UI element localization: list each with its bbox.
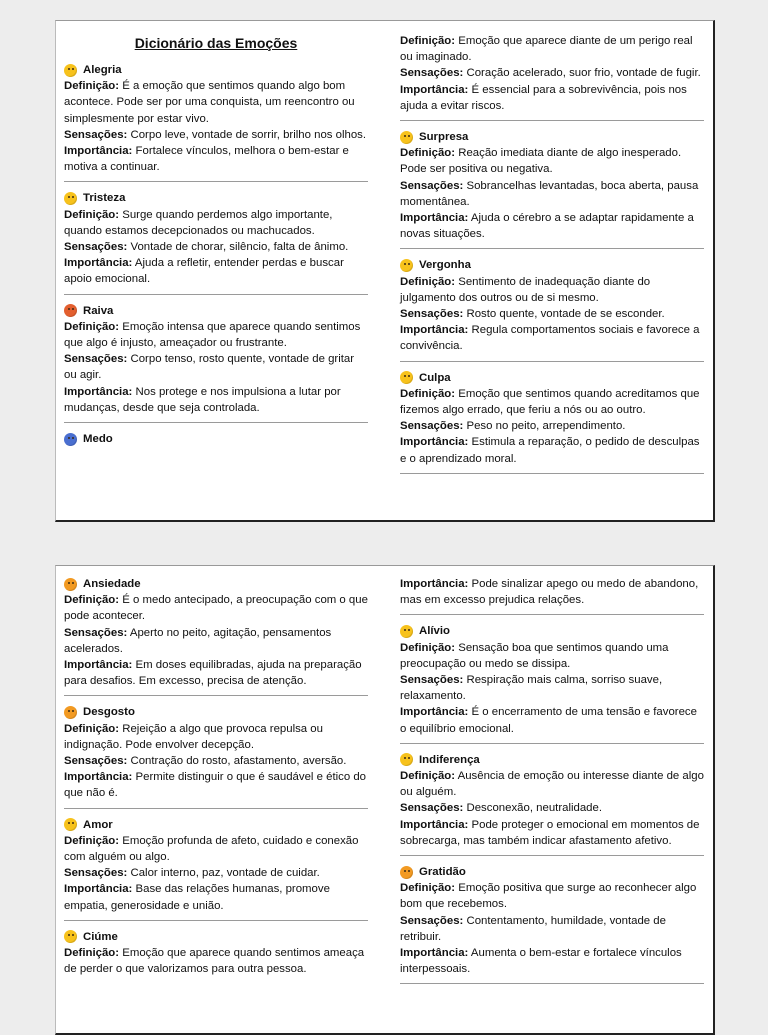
definition-text: É a emoção que sentimos quando algo bom acontece. Pode ser por uma conquista, um reencontro ou simplesmente por estar vivo. — [64, 80, 355, 125]
importance-text: Pode proteger o emocional em momentos de sobrecarga, mas também indicar afastamento afetivo. — [400, 818, 700, 847]
emotion-entry-alivio — [400, 623, 704, 743]
sensations-label: Sensações: — [400, 67, 464, 80]
importance-label: Importância: — [64, 257, 133, 270]
relieved-face-icon — [400, 625, 413, 638]
importance-label: Importância: — [64, 659, 133, 672]
grinning-face-icon — [64, 64, 77, 77]
sensations-label: Sensações: — [64, 755, 128, 768]
definition-text: Emoção positiva que surge ao reconhecer algo bom que recebemos. — [400, 882, 697, 911]
sensations-text: Aperto no peito, agitação, pensamentos acelerados. — [64, 626, 332, 655]
emotion-name: Amor — [83, 818, 113, 831]
page1-right-column — [400, 33, 704, 482]
definition-text: Emoção que aparece diante de um perigo real ou imaginado. — [400, 35, 693, 64]
sensations-label: Sensações: — [400, 674, 464, 687]
importance-text: Ajuda a refletir, entender perdas e buscar apoio emocional. — [64, 257, 344, 286]
sensations-label: Sensações: — [400, 420, 464, 433]
importance-text: Fortalece vínculos, melhora o bem-estar e motiva a continuar. — [64, 145, 349, 174]
definition-text: Emoção que sentimos quando acreditamos que fizemos algo errado, que feriu a nós ou ao outro. — [400, 387, 700, 417]
fearful-face-icon — [64, 433, 77, 446]
importance-text: Ajuda o cérebro a se adaptar rapidamente a novas situações. — [400, 212, 694, 241]
sensations-text: Sobrancelhas levantadas, boca aberta, pausa momentânea. — [400, 179, 699, 208]
definition-label: Definição: — [400, 35, 456, 47]
emotion-entry-alegria — [64, 62, 368, 182]
importance-label: Importância: — [400, 83, 469, 96]
importance-label: Importância: — [400, 324, 469, 337]
emotion-name: Alegria — [83, 64, 122, 76]
importance-text: É o encerramento de uma tensão e favorece o equilíbrio emocional. — [400, 706, 697, 735]
definition-label: Definição: — [400, 387, 456, 400]
definition-label: Definição: — [64, 208, 120, 221]
sensations-label: Sensações: — [400, 308, 464, 321]
emotion-entry-ciume-continued — [400, 576, 704, 615]
definition-text: Reação imediata diante de algo inesperado. Pode ser positiva ou negativa. — [400, 147, 682, 176]
emotion-entry-medo — [64, 431, 368, 453]
definition-text: Sentimento de inadequação diante do julgamento dos outros ou de si mesmo. — [400, 275, 651, 304]
anxious-face-icon — [64, 578, 77, 591]
importance-text: Pode sinalizar apego ou medo de abandono, mas em excesso prejudica relações. — [400, 578, 699, 607]
heart-eyes-face-icon — [64, 818, 77, 831]
emotion-entry-surpresa — [400, 129, 704, 249]
importance-label: Importância: — [400, 578, 469, 590]
definition-text: Emoção que aparece quando sentimos ameaça de perder o que valorizamos para outra pessoa. — [64, 947, 365, 976]
definition-text: Emoção intensa que aparece quando sentimos que algo é injusto, ameaçador ou frustrante. — [64, 320, 361, 350]
disgusted-face-icon — [64, 706, 77, 719]
importance-text: Em doses equilibradas, ajuda na preparação para desafios. Em excesso, precisa de atenção. — [64, 659, 362, 688]
embarrassed-face-icon — [400, 259, 413, 272]
hugging-face-icon — [400, 866, 413, 879]
importance-text: Base das relações humanas, promove empatia, generosidade e união. — [64, 883, 330, 912]
emotion-name: Vergonha — [419, 259, 471, 272]
surprised-face-icon — [400, 131, 413, 144]
definition-text: Emoção profunda de afeto, cuidado e conexão com alguém ou algo. — [64, 834, 359, 864]
document-page-1 — [55, 20, 715, 522]
sad-face-icon — [64, 192, 77, 205]
emotion-name: Indiferença — [419, 753, 480, 766]
angry-face-icon — [64, 304, 77, 317]
sensations-label: Sensações: — [64, 353, 128, 366]
importance-label: Importância: — [64, 771, 133, 784]
emotion-entry-amor — [64, 817, 368, 921]
emotion-entry-desgosto — [64, 704, 368, 808]
emotion-name: Tristeza — [83, 192, 126, 205]
definition-text: É o medo antecipado, a preocupação com o que pode acontecer. — [64, 594, 368, 623]
sensations-label: Sensações: — [64, 241, 128, 254]
importance-text: É essencial para a sobrevivência, pois nos ajuda a evitar riscos. — [400, 83, 687, 112]
page2-left-column — [64, 576, 368, 991]
definition-label: Definição: — [64, 722, 120, 735]
importance-label: Importância: — [400, 818, 469, 831]
importance-label: Importância: — [64, 883, 133, 896]
sensations-label: Sensações: — [64, 867, 128, 880]
definition-text: Surge quando perdemos algo importante, quando estamos decepcionados ou machucados. — [64, 208, 333, 237]
definition-label: Definição: — [400, 641, 456, 654]
importance-text: Aumenta o bem-estar e fortalece vínculos interpessoais. — [400, 947, 682, 976]
importance-text: Permite distinguir o que é saudável e ético do que não é. — [64, 771, 367, 800]
importance-label: Importância: — [400, 706, 469, 719]
definition-text: Rejeição a algo que provoca repulsa ou indignação. Pode envolver decepção. — [64, 722, 323, 751]
sensations-text: Respiração mais calma, sorriso suave, relaxamento. — [400, 674, 663, 703]
emotion-entry-tristeza — [64, 190, 368, 294]
sensations-label: Sensações: — [400, 802, 464, 815]
emotion-name: Alívio — [419, 625, 451, 638]
sensations-label: Sensações: — [64, 128, 128, 141]
sensations-text: Vontade de chorar, silêncio, falta de ânimo. — [130, 241, 349, 254]
jealous-face-icon — [64, 930, 77, 943]
emotion-entry-ansiedade — [64, 576, 368, 696]
sensations-text: Coração acelerado, suor frio, vontade de fugir. — [466, 67, 701, 80]
sensations-text: Peso no peito, arrependimento. — [466, 420, 626, 433]
sensations-label: Sensações: — [400, 179, 464, 192]
importance-text: Nos protege e nos impulsiona a lutar por mudanças, desde que seja controlada. — [64, 385, 341, 414]
importance-label: Importância: — [64, 385, 133, 398]
sensations-text: Desconexão, neutralidade. — [466, 802, 603, 815]
emotion-name: Desgosto — [83, 706, 135, 719]
definition-label: Definição: — [400, 275, 456, 288]
importance-label: Importância: — [400, 212, 469, 225]
neutral-face-icon — [400, 753, 413, 766]
emotion-entry-raiva — [64, 303, 368, 423]
emotion-entry-culpa — [400, 370, 704, 474]
importance-text: Estimula a reparação, o pedido de desculpas e o aprendizado moral. — [400, 436, 700, 465]
definition-label: Definição: — [64, 947, 120, 960]
emotion-entry-medo-continued — [400, 33, 704, 121]
page1-left-column — [64, 21, 368, 461]
emotion-name: Gratidão — [419, 866, 466, 879]
importance-text: Regula comportamentos sociais e favorece a convivência. — [400, 324, 700, 353]
emotion-name: Raiva — [83, 304, 114, 317]
emotion-name: Culpa — [419, 371, 451, 384]
emotion-entry-ciume — [64, 929, 368, 984]
emotion-entry-vergonha — [400, 257, 704, 361]
emotion-name: Surpresa — [419, 131, 469, 144]
definition-text: Ausência de emoção ou interesse diante de algo ou alguém. — [400, 770, 704, 799]
definition-label: Definição: — [400, 147, 456, 160]
document-page-2 — [55, 565, 715, 1035]
sensations-label: Sensações: — [400, 914, 464, 927]
sensations-text: Contentamento, humildade, vontade de retribuir. — [400, 914, 666, 943]
emotion-name: Ciúme — [83, 930, 118, 943]
sensations-label: Sensações: — [64, 626, 128, 639]
definition-text: Sensação boa que sentimos quando uma preocupação ou medo se dissipa. — [400, 641, 669, 670]
emotion-entry-gratidao — [400, 864, 704, 984]
definition-label: Definição: — [64, 834, 120, 847]
sensations-text: Calor interno, paz, vontade de cuidar. — [130, 867, 320, 880]
definition-label: Definição: — [64, 320, 120, 333]
importance-label: Importância: — [400, 436, 469, 449]
document-title: Dicionário das Emoções — [134, 35, 298, 51]
sensations-text: Corpo leve, vontade de sorrir, brilho nos olhos. — [130, 128, 367, 141]
definition-label: Definição: — [400, 770, 456, 783]
page2-right-column — [400, 576, 704, 992]
emotion-name: Medo — [83, 433, 113, 446]
definition-label: Definição: — [64, 594, 120, 607]
emotion-name: Ansiedade — [83, 578, 141, 590]
emotion-entry-indiferenca — [400, 752, 704, 856]
definition-label: Definição: — [64, 80, 120, 93]
sensations-text: Corpo tenso, rosto quente, vontade de gritar ou agir. — [64, 353, 355, 382]
importance-label: Importância: — [400, 947, 469, 960]
sensations-text: Contração do rosto, afastamento, aversão. — [130, 755, 347, 768]
sensations-text: Rosto quente, vontade de se esconder. — [466, 308, 665, 321]
guilty-face-icon — [400, 371, 413, 384]
definition-label: Definição: — [400, 882, 456, 895]
importance-label: Importância: — [64, 145, 133, 158]
